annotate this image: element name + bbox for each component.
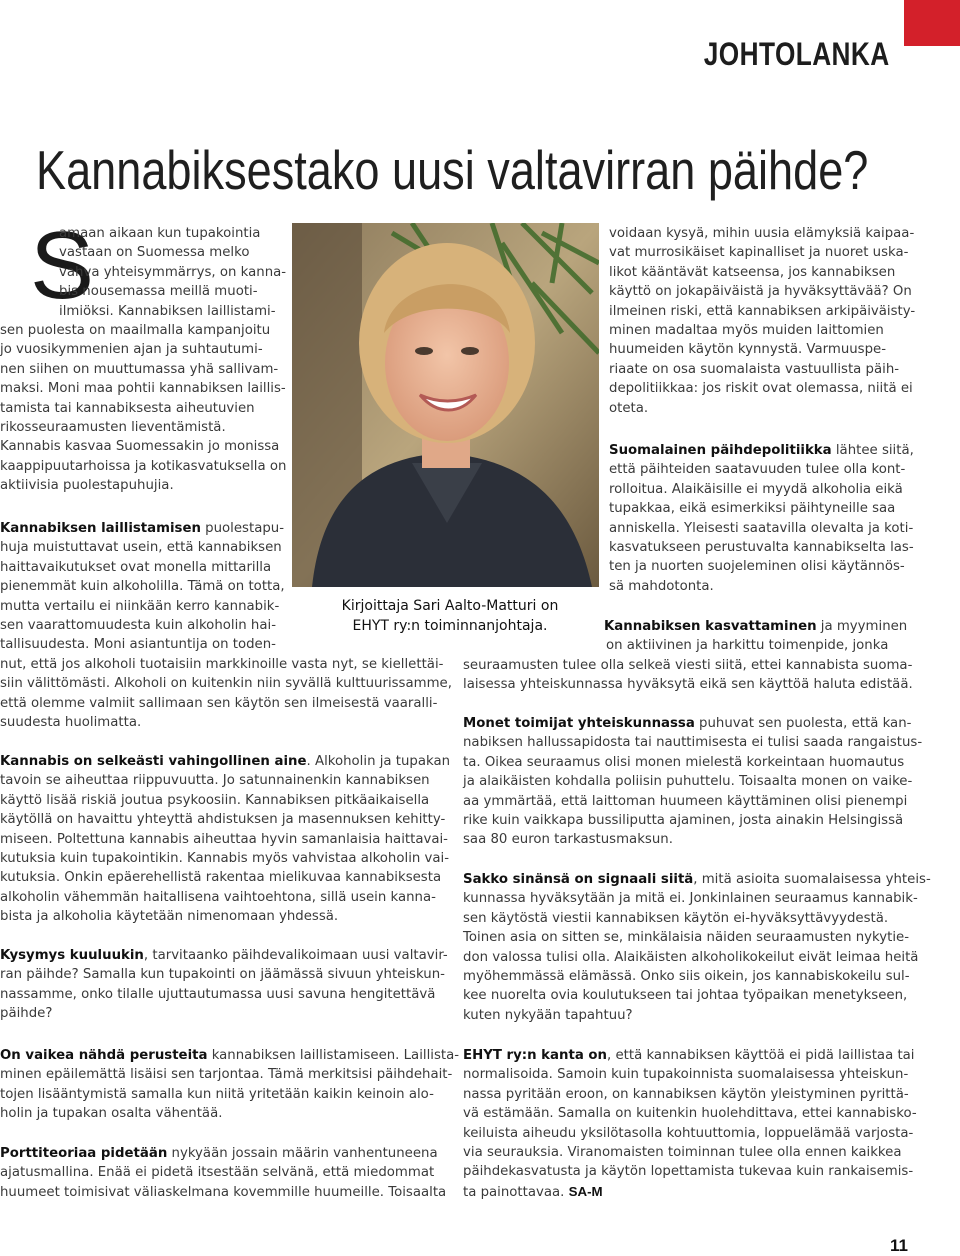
- text-line: [0, 1144, 446, 1163]
- text: kannabiksen laillistamiseen. Laillista-: [207, 1048, 460, 1063]
- section-color-tab: [904, 0, 960, 46]
- text-line: [463, 909, 931, 928]
- text: päihde?: [0, 1006, 53, 1022]
- text-line: [609, 499, 914, 518]
- text: sen käytöstä viestii kannabiksen käytön ei-hyväksyttävyydestä.: [463, 910, 889, 926]
- text-line: [463, 792, 922, 811]
- text: nassa pyritään eroon, on kannabiksen käytön yleistyminen pyrittä-: [463, 1086, 909, 1102]
- text-line: [463, 889, 931, 908]
- text: mutta vertailu ei niinkään kerro kannabik-: [0, 598, 280, 614]
- text: kutuksia. Onkin epäerehellistä rakentaa mielikuvaa kannabiksesta: [0, 870, 442, 886]
- text: jo vuosikymmenien ajan ja suhtautumi-: [0, 342, 263, 358]
- text-line: [0, 985, 448, 1004]
- text-line: [609, 538, 914, 557]
- lead-in: Kysymys kuuluukin: [0, 948, 144, 963]
- text: kaappipuutarhoissa ja kotikasvatuksella on: [0, 458, 287, 474]
- text: saa 80 euron tarkastusmaksun.: [463, 832, 673, 848]
- text-line: [463, 1065, 917, 1084]
- text: suudesta huolimatta.: [0, 715, 142, 731]
- text: bista ja alkoholia käytetään nimenomaan yhdessä.: [0, 909, 339, 925]
- text: ja alaikäisten kohdalla poliisin puhuttelu. Toisaalta monen on vaike-: [463, 774, 913, 790]
- text: ten ja nuorten suojeleminen olisi käytännös-: [609, 559, 905, 575]
- text: . Alkoholin ja tupakan: [306, 754, 451, 769]
- text: huumeet toimisivat väliaskelmana kovemmille huumeille. Toisaalta: [0, 1184, 447, 1200]
- text-line: [0, 771, 450, 790]
- text-line: [463, 967, 931, 986]
- text-line: [609, 519, 914, 538]
- section-label: JOHTOLANKA: [704, 36, 890, 72]
- text: kuten nykyään tapahtuu?: [463, 1007, 633, 1023]
- text-line: [0, 713, 452, 732]
- page-number: 11: [890, 1236, 908, 1255]
- text: että päihteiden saatavuuden tulee olla kont-: [609, 462, 906, 478]
- text-line: [463, 1046, 917, 1065]
- caption-line-2: EHYT ry:n toiminnanjohtaja.: [352, 618, 548, 634]
- text-line: [609, 480, 914, 499]
- text-line: [609, 282, 915, 301]
- text-line: [0, 476, 286, 495]
- text: rikosseuraamusten lieventämistä.: [0, 420, 226, 436]
- text: ilmiöksi. Kannabiksen laillistami-: [59, 303, 276, 319]
- text: käytöllä on havaittu yhteyttä ahdistuksen ja masennuksen kehitty-: [0, 812, 446, 828]
- text: ajatusmallina. Enää ei pidetä itsestään selvänä, että miedommat: [0, 1165, 435, 1181]
- text-line: [463, 928, 931, 947]
- paragraph-gateway: [0, 1144, 446, 1202]
- text-line: [0, 965, 448, 984]
- text-line: [0, 243, 286, 262]
- portrait-icon: [292, 223, 599, 587]
- text-line: [609, 399, 915, 418]
- lead-in: Sakko sinänsä on signaali siitä: [463, 872, 694, 887]
- text: rolloitua. Alaikäisille ei myydä alkoholia eikä: [609, 481, 903, 497]
- text: ta painottavaa.: [463, 1184, 569, 1200]
- text-line: [0, 340, 286, 359]
- text-line: [0, 1004, 448, 1023]
- lead-in: EHYT ry:n kanta on: [463, 1048, 608, 1063]
- intro-paragraph: [0, 212, 287, 496]
- text-line: [0, 752, 450, 771]
- text-line: [0, 302, 286, 321]
- text-line: [463, 948, 931, 967]
- paragraph-right-5: [463, 870, 931, 1025]
- text: ta. Oikea seuraamus olisi monen mielestä korkeintaan huomautus: [463, 754, 905, 770]
- text-line: [609, 224, 915, 243]
- text-line: [0, 694, 452, 713]
- text: amaan aikaan kun tupakointia: [59, 226, 261, 241]
- text-line: [609, 441, 914, 460]
- text: sä mahdotonta.: [609, 578, 714, 594]
- text-line: [0, 360, 286, 379]
- text-line: [609, 557, 914, 576]
- paragraph-harmful: [0, 752, 450, 927]
- text-line: [609, 340, 915, 359]
- text-line: [0, 437, 286, 456]
- text-line: [0, 810, 450, 829]
- text: vä estämään. Samalla on kuitenkin huolehdittava, ettei kannabisko-: [463, 1106, 917, 1122]
- text-line: [463, 1104, 917, 1123]
- text-line: [0, 418, 286, 437]
- text: vahva yhteisymmärrys, on kanna-: [59, 264, 287, 280]
- text: Kannabis kasvaa Suomessakin jo monissa: [0, 439, 280, 455]
- text: että olemme valmiit sallimaan sen käytön sen ilmeisestä vaaralli-: [0, 695, 438, 711]
- text: miseen. Poltettuna kannabis aiheuttaa hyvin samanlaisia haittavai-: [0, 831, 448, 847]
- text-line: [463, 1006, 931, 1025]
- text: lähtee siitä,: [831, 443, 914, 458]
- text-line: [0, 907, 450, 926]
- text-line: [609, 379, 915, 398]
- author-signature: SA-M: [568, 1183, 603, 1199]
- text: pienemmät kuin alkoholilla. Tämä on totta,: [0, 579, 285, 595]
- text: tallisuudesta. Moni asiantuntija on toden-: [0, 637, 276, 653]
- text: ilmeinen riski, että kannabiksen arkipäiväisty-: [609, 303, 916, 319]
- text: oteta.: [609, 400, 649, 416]
- text-line: [0, 1065, 459, 1084]
- lead-in: Porttiteoriaa pidetään: [0, 1146, 168, 1161]
- text-line: [609, 360, 915, 379]
- paragraph-right-4: [463, 714, 922, 850]
- text: riaate on osa suomalaista vastuullista päih-: [609, 361, 900, 377]
- article-title: Kannabiksestako uusi valtavirran päihde?: [36, 139, 869, 201]
- text: don valossa tulisi olla. Alaikäisten alkoholikokeilut eivät leimaa heitä: [463, 949, 919, 965]
- text-line: [0, 321, 286, 340]
- lead-in: Kannabiksen kasvattaminen: [604, 619, 817, 634]
- photo-caption: [300, 596, 600, 636]
- drop-cap: S: [30, 212, 95, 319]
- text: rike kuin vaikkapa bussiliputta ajaminen, josta ainakin Helsingissä: [463, 813, 904, 829]
- text: via seurauksia. Viranomaisten toiminnan tulee olla ennen kaikkea: [463, 1145, 902, 1161]
- text: sen puolesta on maailmalla kampanjoitu: [0, 323, 271, 339]
- text-line: [0, 849, 450, 868]
- text: bis nousemassa meillä muoti-: [59, 284, 258, 300]
- text: kutuksia kuin tupakointikin. Kannabis myös vahvistaa alkoholin vai-: [0, 851, 450, 867]
- text: kasvatukseen perustuvalta kannabikselta las-: [609, 540, 914, 556]
- text: siin välittömästi. Alkoholi on kuitenkin niin syvällä kulttuurissamme,: [0, 676, 452, 692]
- text: ran päihde? Samalla kun tupakointi on jäämässä sivuun yhteiskun-: [0, 967, 445, 983]
- text-line: [463, 986, 931, 1005]
- text: , että kannabiksen käyttöä ei pidä laillistaa tai: [607, 1048, 915, 1063]
- text: likot kääntävät katseensa, jos kannabiksen: [609, 264, 896, 280]
- text: tupakkaa, eikä esimerkiksi päihtyneille saa: [609, 501, 896, 517]
- paragraph-right-2: [609, 441, 914, 596]
- text: haittavaikutukset ovat monella mittarilla: [0, 559, 272, 575]
- text: nassamme, onko tilalle ujuttautumassa uusi savuna hengitettävä: [0, 986, 436, 1002]
- text-line: [609, 243, 915, 262]
- text-line: [463, 870, 931, 889]
- text-line: [0, 1183, 446, 1202]
- paragraph-right-6: [463, 1046, 917, 1202]
- text-line: [463, 733, 922, 752]
- text: kunnassa hyväksytään ja mitä ei. Jonkinlainen seuraamus kannabik-: [463, 891, 918, 907]
- lead-in: On vaikea nähdä perusteita: [0, 1048, 208, 1063]
- text: puhuvat sen puolesta, että kan-: [694, 716, 912, 731]
- text-line: [463, 1143, 917, 1162]
- text-line: [0, 457, 286, 476]
- text: ja myyminen: [816, 619, 908, 634]
- text-line: [0, 379, 286, 398]
- text-line: [463, 830, 922, 849]
- text-line: [463, 1124, 917, 1143]
- text-line: [0, 263, 286, 282]
- text: alkoholin vähemmän haitallisena vaihtoehtona, sillä usein kanna-: [0, 889, 436, 905]
- text: seuraamusten tulee olla selkeä viesti siitä, ettei kannabista suoma-: [463, 657, 913, 673]
- text: holin ja tupakan osalta vähentää.: [0, 1106, 223, 1122]
- text-line: [0, 282, 286, 301]
- text: tojen lisääntymistä samalla kun niitä yritetään kaikin keinoin alo-: [0, 1086, 434, 1102]
- text-line: [0, 1046, 459, 1065]
- text-line: [609, 321, 915, 340]
- text-line: [463, 1182, 917, 1202]
- text: huumeiden käytön kynnystä. Varmuuspe-: [609, 342, 887, 358]
- paragraph-grounds: [0, 1046, 459, 1124]
- text-line: [0, 656, 913, 675]
- text-line: [0, 224, 286, 243]
- caption-line-1: Kirjoittaja Sari Aalto-Matturi on: [341, 598, 559, 614]
- text-line: [609, 577, 914, 596]
- text: maksi. Moni maa pohtii kannabiksen laillis-: [0, 381, 286, 397]
- text: depolitiikkaa: jos riskit ovat olemassa, niitä ei: [609, 381, 913, 397]
- text: minen epäilemättä lisäisi sen tarjontaa. Tämä merkitsisi päihdehait-: [0, 1067, 453, 1083]
- text: normalisoida. Samoin kuin tupakoinnista suomalaisessa yhteiskun-: [463, 1067, 909, 1083]
- text-line: [463, 1085, 917, 1104]
- text: nen siihen on muuttumassa yhä sallivam-: [0, 361, 279, 377]
- text: kee nuorelta ovia koulutukseen tai johtaa työpaikan menetykseen,: [463, 988, 908, 1004]
- text: aktiivisia puolestapuhujia.: [0, 478, 174, 494]
- text: , mitä asioita suomalaisessa yhteis-: [693, 872, 931, 887]
- text-line: [0, 399, 286, 418]
- text: vastaan on Suomessa melko: [59, 245, 250, 261]
- text-line: [0, 1163, 446, 1182]
- text: sen vaarattomuudesta kuin alkoholin hai-: [0, 618, 276, 634]
- text-line: [0, 1104, 459, 1123]
- text: käyttö lisää riskiä joutua psykoosiin. Kannabiksen pitkäaikaisella: [0, 792, 430, 808]
- text-line: [609, 263, 915, 282]
- text: nykyään jossain määrin vanhentuneena: [167, 1146, 438, 1161]
- text: vat murrosikäiset kapinalliset ja nuoret uska-: [609, 245, 909, 261]
- text: huja muistuttavat usein, että kannabiksen: [0, 540, 282, 556]
- text: tamista tai kannabiksesta aiheutuvien: [0, 400, 255, 416]
- text-line: [0, 868, 450, 887]
- text-line: [0, 830, 450, 849]
- text-line: [0, 888, 450, 907]
- text: nabiksen hallussapidosta tai nauttimisesta ei tulisi saada rangaistus-: [463, 735, 923, 751]
- text: on aktiivinen ja harkittu toimenpide, jonka: [606, 638, 889, 654]
- lead-in: Kannabiksen laillistamisen: [0, 521, 201, 536]
- text-line: [463, 753, 922, 772]
- text: voidaan kysyä, mihin uusia elämyksiä kaipaa-: [609, 226, 915, 241]
- text: käyttö on jokapäiväistä ja hyväksyttävää? On: [609, 284, 912, 300]
- text: minen madaltaa myös muiden laittomien: [609, 323, 884, 339]
- text: Toinen asia on sitten se, minkälaisia näiden seuraamusten nykytie-: [463, 930, 910, 946]
- paragraph-question: [0, 946, 448, 1024]
- text-line: [463, 714, 922, 733]
- text: nut, että jos alkoholi tuotaisiin markkinoille vasta nyt, se kiellettäi-: [0, 656, 444, 672]
- author-portrait-photo: [292, 223, 599, 587]
- text-line: [463, 811, 922, 830]
- text: tavoin se aiheuttaa riippuvuutta. Jo satunnainenkin kannabiksen: [0, 773, 430, 789]
- text: päihdekasvatusta ja käytön lopettamista tukevaa kuin rankaisemis-: [463, 1164, 914, 1180]
- text: anniskella. Yleisesti saatavilla olevalta ja koti-: [609, 520, 914, 536]
- text-line: [0, 636, 913, 655]
- text: puolestapu-: [200, 521, 285, 536]
- text: aa ymmärtää, että laittoman huumeen käyttäminen olisi pienempi: [463, 793, 908, 809]
- text: keiluista aiheudu yksilötasolla kohtuuttomia, loppuelämää varjosta-: [463, 1125, 914, 1141]
- paragraph-right-1: [609, 224, 915, 418]
- text-line: [609, 302, 915, 321]
- text: laisessa yhteiskunnassa hyväksytä eikä sen käyttöä haluta edistää.: [463, 677, 913, 693]
- text-line: [0, 1085, 459, 1104]
- text-line: [463, 772, 922, 791]
- text-line: [609, 460, 914, 479]
- text-line: [0, 946, 448, 965]
- lead-in: Monet toimijat yhteiskunnassa: [463, 716, 695, 731]
- lead-in: Kannabis on selkeästi vahingollinen aine: [0, 754, 307, 769]
- text: myöhemmässä elämässä. Onko siis oikein, jos kannabiskokeilu sul-: [463, 969, 910, 985]
- lead-in: Suomalainen päihdepolitiikka: [609, 443, 832, 458]
- text-line: [463, 1162, 917, 1181]
- text: , tarvitaanko päihdevalikoimaan uusi valtavir-: [143, 948, 448, 963]
- text-line: [0, 791, 450, 810]
- text-line: [0, 675, 913, 694]
